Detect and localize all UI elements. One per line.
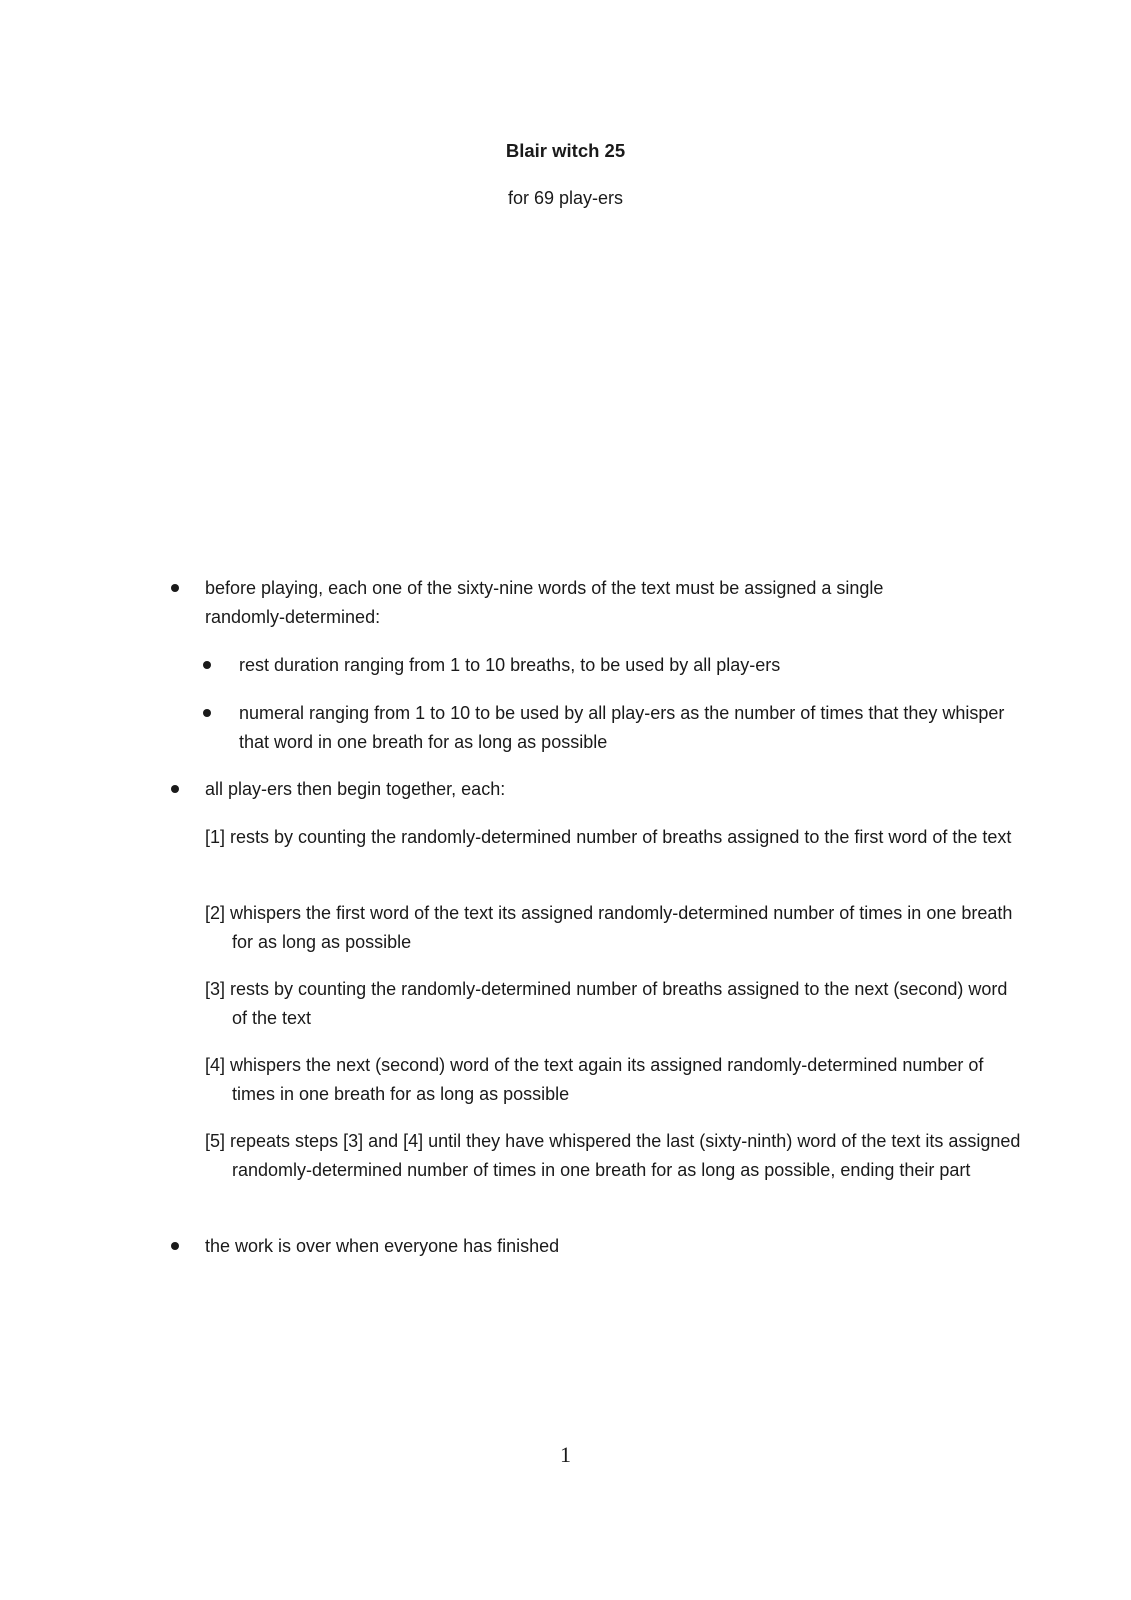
document-subtitle: for 69 play-ers <box>507 188 624 208</box>
bullet-icon <box>171 584 179 592</box>
bullet-icon <box>203 661 211 669</box>
bullet-text: all play-ers then begin together, each: <box>205 779 506 799</box>
bullet-text: before playing, each one of the sixty-nine words of the text must be assigned a single randomly-determined: <box>205 578 884 627</box>
document-title: Blair witch 25 <box>505 140 626 161</box>
step-item: [4] whispers the next (second) word of the text again its assigned randomly-determined number of times in one breath for as long as possible <box>205 1055 984 1104</box>
sub-bullet-text: rest duration ranging from 1 to 10 breaths, to be used by all play-ers <box>239 655 781 675</box>
bullet-icon <box>203 709 211 717</box>
step-item: [2] whispers the first word of the text its assigned randomly-determined number of times in one breath for as long as possible <box>205 903 1013 952</box>
sub-bullet-text: numeral ranging from 1 to 10 to be used by all play-ers as the number of times that they whisper that word in one breath for as long as possible <box>239 703 1005 752</box>
bullet-icon <box>171 785 179 793</box>
step-item: [1] rests by counting the randomly-determined number of breaths assigned to the first word of the text <box>205 827 1012 847</box>
bullet-text: the work is over when everyone has finished <box>205 1236 560 1256</box>
step-item: [3] rests by counting the randomly-determined number of breaths assigned to the next (second) word of the text <box>205 979 1008 1028</box>
step-item: [5] repeats steps [3] and [4] until they have whispered the last (sixty-ninth) word of the text its assigned randomly-determined number of times in one breath for as long as possible, ending their part <box>205 1131 1021 1180</box>
bullet-icon <box>171 1242 179 1250</box>
page-number: 1 <box>560 1442 571 1467</box>
